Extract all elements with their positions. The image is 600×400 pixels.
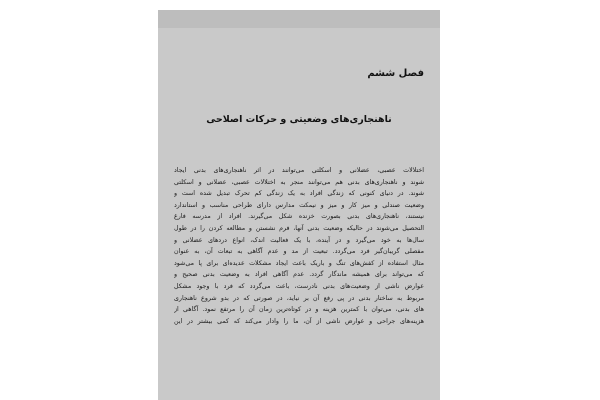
body-line: که می‌تواند برای همیشه ماندگار گردد. عدم آگاهی افراد به وضعیت بدنی صحیح و	[174, 271, 424, 279]
body-line: اختلالات عصبی، عضلانی و اسکلتی می‌توانند در اثر ناهنجاری‌های بدنی ایجاد	[174, 167, 424, 174]
body-line: عوارض ناشی از وضعیت‌های بدنی نادرست، باعث می‌گردد که فرد با وجود مشکل	[174, 282, 424, 290]
page-top-edge	[158, 10, 440, 28]
body-paragraph	[174, 165, 424, 327]
chapter-heading: فصل ششم	[367, 68, 424, 79]
body-line: التحصیل می‌شوند در حالیکه وضعیت بدنی آنها، فرم نشستن و مطالعه کردن را در طول	[174, 224, 424, 232]
body-line: شوند. در دنیای کنونی که زندگی افراد به یک زندگی کم تحرک تبدیل شده است و	[174, 190, 424, 198]
body-line: هزینه‌های جراحی و عوارض ناشی از آن، ما را وادار می‌کند که کمی بیشتر در این	[174, 317, 424, 325]
book-page	[158, 10, 440, 400]
body-line: سال‌ها به خود می‌گیرد و در آینده، با یک فعالیت اندک، انواع دردهای عضلانی و	[174, 236, 424, 244]
body-line: های بدنی، می‌توان با کمترین هزینه و در کوتاه‌ترین زمان آن را مرتفع نمود. آگاهی از	[174, 306, 424, 314]
section-title: ناهنجاری‌های وضعیتی و حرکات اصلاحی	[206, 114, 392, 125]
body-line: مربوط به ساختار بدنی در پی رفع آن بر نیاید، در صورتی که در بدو شروع ناهنجاری	[174, 294, 424, 302]
body-line: شوند و ناهنجاری‌های بدنی هم می‌توانند منجر به اختلالات عصبی، عضلانی و اسکلتی	[174, 178, 424, 186]
body-line: نیستند، ناهنجاری‌های بدنی بصورت خزنده شکل می‌گیرند. افراد از مدرسه فارغ	[174, 213, 424, 221]
body-line: وضعیت صندلی و میز کار و میز و نیمکت مدارس دارای طراحی مناسب و استاندارد	[174, 201, 424, 209]
body-line: مثال استفاده از کفش‌های تنگ و باریک باعث ایجاد مشکلات عدیده‌ای برای پا می‌شود	[174, 259, 424, 267]
body-line: مفصلی گریبان‌گیر فرد می‌گردد. تبعیت از مد و عدم آگاهی به تبعات آن، به عنوان	[174, 248, 424, 256]
